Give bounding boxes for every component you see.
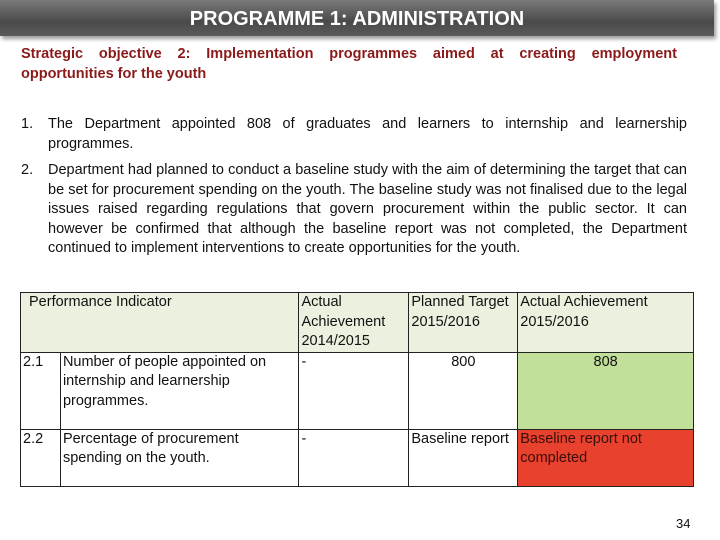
header-actual: Actual Achievement 2015/2016 [518,293,694,353]
points-list [21,115,687,266]
performance-table [20,292,694,487]
row-actual-prev: - [299,429,409,486]
page-number: 34 [676,516,691,531]
row-actual-prev: - [299,352,409,429]
item-text: The Department appointed 808 of graduates and learners to internship and learnership programmes. [48,116,687,152]
row-planned: Baseline report [409,429,518,486]
page-title: PROGRAMME 1: ADMINISTRATION [0,0,714,36]
item-number: 2. [21,162,34,178]
row-number: 2.2 [21,429,61,486]
row-planned: 800 [409,352,518,429]
table-header [21,293,694,353]
row-actual: Baseline report not completed [518,429,694,486]
item-number: 1. [21,116,34,132]
list-item [21,161,687,259]
row-actual: 808 [518,352,694,429]
header-indicator: Performance Indicator [21,293,299,353]
item-text: Department had planned to conduct a baseline study with the aim of determining the target that can be set for procurement spending on the youth. The baseline study was not finalised due to the legal issues raised regarding regulations that govern procurement within the public sector. It can however be confirmed that although the baseline report was not completed, the Department continued to implement interventions to create opportunities for the youth. [48,162,687,256]
table-row [21,352,694,429]
strategic-objective: Strategic objective 2: Implementation programmes aimed at creating employment opportunities for the youth [21,46,677,82]
table-row [21,429,694,486]
header-planned: Planned Target 2015/2016 [409,293,518,353]
header-actual-prev: Actual Achievement 2014/2015 [299,293,409,353]
row-indicator: Number of people appointed on internship and learnership programmes. [60,352,299,429]
row-number: 2.1 [21,352,61,429]
row-indicator: Percentage of procurement spending on the youth. [60,429,299,486]
list-item [21,115,687,154]
